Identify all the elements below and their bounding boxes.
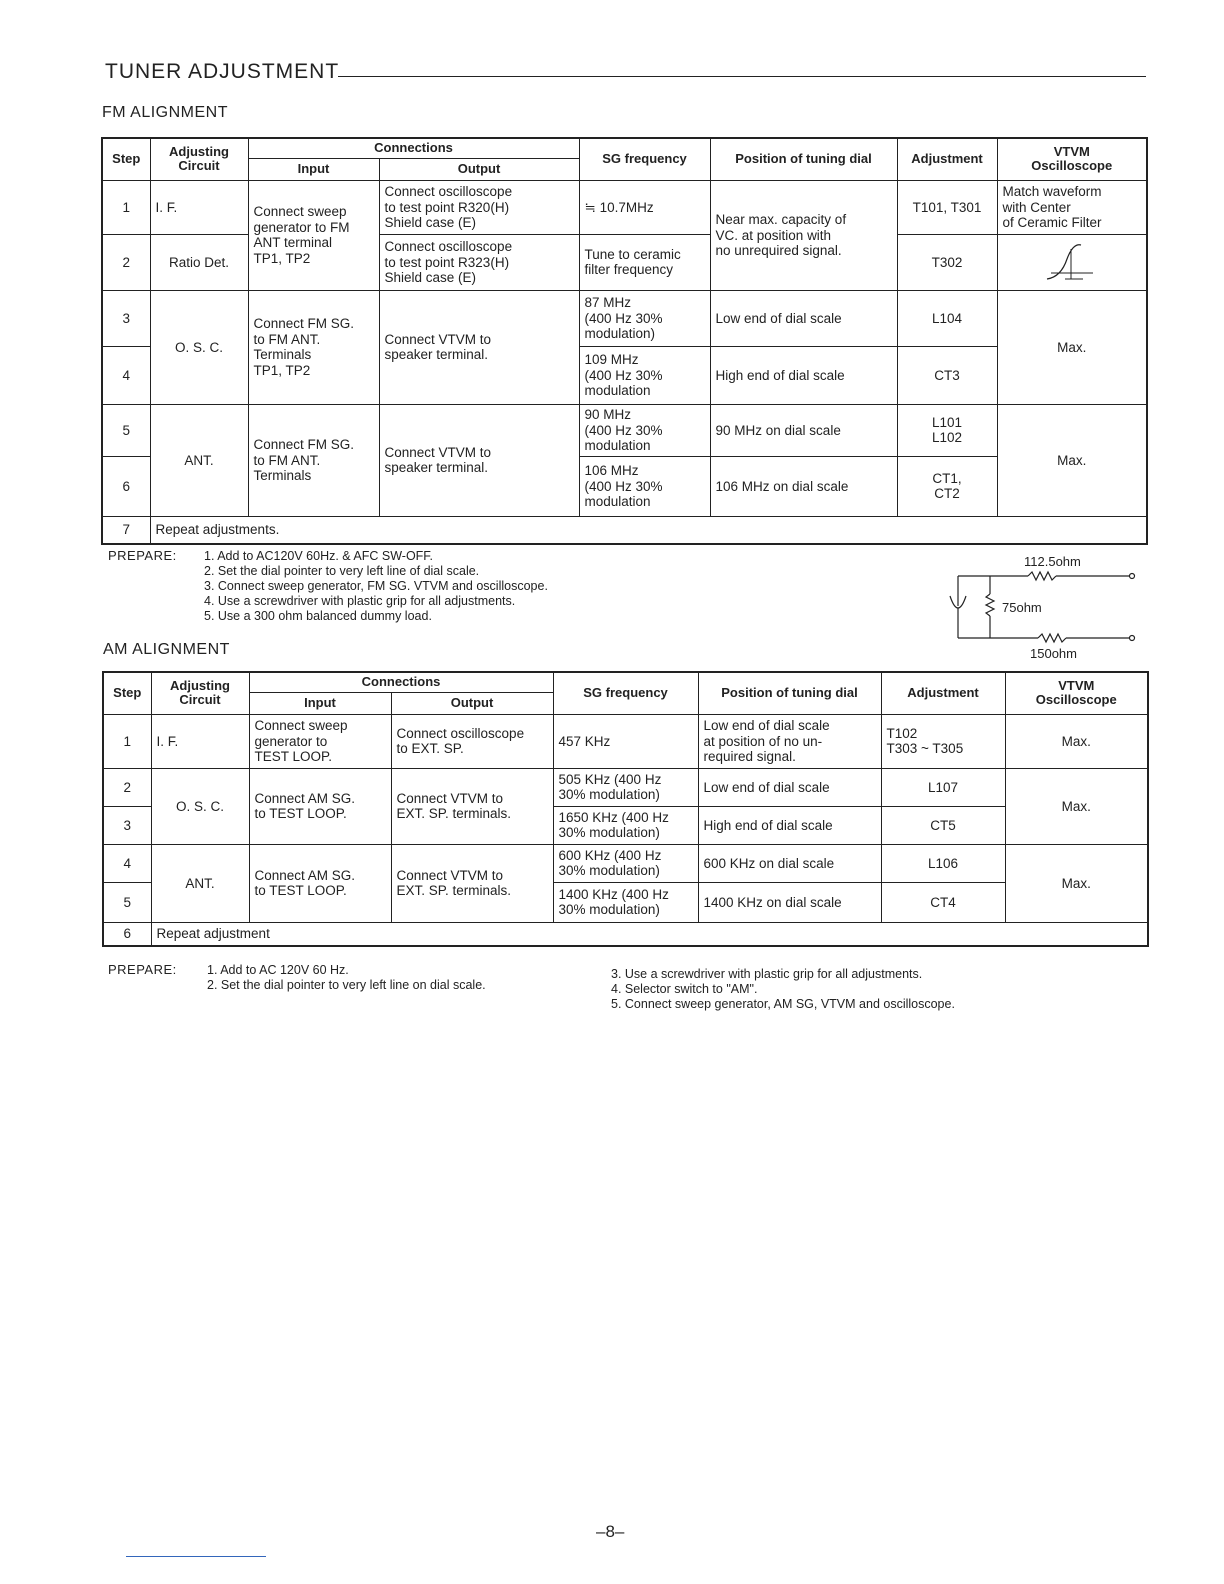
am-input: Connect sweep generator to TEST LOOP. (249, 714, 391, 768)
am-header-sg: SG frequency (553, 672, 698, 714)
am-alignment-table (102, 671, 1149, 947)
am-circuit: ANT. (151, 844, 249, 922)
fm-prepare-item: 1. Add to AC120V 60Hz. & AFC SW-OFF. (204, 549, 434, 563)
fm-step: 2 (102, 234, 150, 290)
fm-step: 7 (102, 516, 150, 544)
am-sg-frequency: 1650 KHz (400 Hz 30% modulation) (553, 806, 698, 844)
am-heading: AM ALIGNMENT (103, 641, 230, 658)
am-prepare-item: 5. Connect sweep generator, AM SG, VTVM and oscilloscope. (611, 997, 955, 1011)
fm-dial-position: 106 MHz on dial scale (710, 456, 897, 516)
fm-step: 3 (102, 290, 150, 346)
fm-step: 5 (102, 404, 150, 456)
fm-header-sg: SG frequency (579, 138, 710, 180)
am-circuit: I. F. (151, 714, 249, 768)
fm-output: Connect oscilloscope to test point R323(H) Shield case (E) (379, 234, 579, 290)
fm-header-output: Output (379, 158, 579, 180)
bottom-rule (126, 1556, 266, 1557)
am-adjustment: L106 (881, 844, 1005, 882)
am-circuit: O. S. C. (151, 768, 249, 844)
fm-prepare-label: PREPARE: (108, 548, 177, 563)
fm-repeat: Repeat adjustments. (150, 516, 1147, 544)
fm-dial-position: Low end of dial scale (710, 290, 897, 346)
am-header-position: Position of tuning dial (698, 672, 881, 714)
waveform-sketch (997, 234, 1147, 290)
fm-dial-position: Near max. capacity of VC. at position with no unrequired signal. (710, 180, 897, 290)
fm-vtvm: Max. (997, 290, 1147, 404)
fm-header-step: Step (102, 138, 150, 180)
am-prepare-right (611, 967, 955, 1012)
am-step: 5 (103, 882, 151, 922)
am-header-vtvm: VTVM Oscilloscope (1005, 672, 1148, 714)
fm-vtvm: Max. (997, 404, 1147, 516)
am-output: Connect VTVM to EXT. SP. terminals. (391, 768, 553, 844)
am-header-step: Step (103, 672, 151, 714)
am-header-adjustment: Adjustment (881, 672, 1005, 714)
am-header-input: Input (249, 692, 391, 714)
fm-output: Connect VTVM to speaker terminal. (379, 290, 579, 404)
fm-header-connections: Connections (248, 138, 579, 158)
fm-sg-frequency: 109 MHz (400 Hz 30% modulation (579, 346, 710, 404)
am-step: 2 (103, 768, 151, 806)
am-dial-position: Low end of dial scale (698, 768, 881, 806)
fm-adjustment: CT1, CT2 (897, 456, 997, 516)
fm-prepare-item: 4. Use a screwdriver with plastic grip for all adjustments. (204, 594, 516, 608)
fm-adjustment: L104 (897, 290, 997, 346)
am-step: 4 (103, 844, 151, 882)
fm-sg-frequency: ≒ 10.7MHz (579, 180, 710, 234)
fm-adjustment: CT3 (897, 346, 997, 404)
am-repeat: Repeat adjustment (151, 922, 1148, 946)
am-step: 1 (103, 714, 151, 768)
fm-alignment-table (101, 137, 1148, 545)
dummy-load-schematic (940, 552, 1140, 664)
am-prepare-item: 3. Use a screwdriver with plastic grip for all adjustments. (611, 967, 923, 981)
fm-adjustment: L101 L102 (897, 404, 997, 456)
resistor-75-label: 75ohm (1002, 600, 1042, 615)
am-step: 6 (103, 922, 151, 946)
am-adjustment: CT4 (881, 882, 1005, 922)
am-prepare-label: PREPARE: (108, 962, 177, 977)
fm-output: Connect oscilloscope to test point R320(H) Shield case (E) (379, 180, 579, 234)
am-step: 3 (103, 806, 151, 844)
fm-step: 4 (102, 346, 150, 404)
am-vtvm: Max. (1005, 714, 1148, 768)
am-dial-position: Low end of dial scale at position of no un- required signal. (698, 714, 881, 768)
am-header-connections: Connections (249, 672, 553, 692)
fm-dial-position: High end of dial scale (710, 346, 897, 404)
am-input: Connect AM SG. to TEST LOOP. (249, 844, 391, 922)
fm-step: 1 (102, 180, 150, 234)
fm-sg-frequency: 90 MHz (400 Hz 30% modulation (579, 404, 710, 456)
fm-prepare-list (204, 549, 548, 624)
fm-header-adjustment: Adjustment (897, 138, 997, 180)
fm-circuit: O. S. C. (150, 290, 248, 404)
am-sg-frequency: 600 KHz (400 Hz 30% modulation) (553, 844, 698, 882)
fm-dial-position: 90 MHz on dial scale (710, 404, 897, 456)
fm-heading: FM ALIGNMENT (102, 104, 229, 121)
am-adjustment: L107 (881, 768, 1005, 806)
title-rule (338, 76, 1146, 77)
am-prepare-item: 2. Set the dial pointer to very left line on dial scale. (207, 978, 486, 992)
am-sg-frequency: 457 KHz (553, 714, 698, 768)
fm-adjustment: T302 (897, 234, 997, 290)
fm-input: Connect FM SG. to FM ANT. Terminals TP1, TP2 (248, 290, 379, 404)
am-output: Connect VTVM to EXT. SP. terminals. (391, 844, 553, 922)
am-adjustment: T102 T303 ~ T305 (881, 714, 1005, 768)
fm-step: 6 (102, 456, 150, 516)
am-prepare-left (207, 963, 486, 993)
page-title: TUNER ADJUSTMENT (105, 60, 340, 83)
am-header-adjusting: Adjusting Circuit (151, 672, 249, 714)
am-output: Connect oscilloscope to EXT. SP. (391, 714, 553, 768)
fm-circuit: I. F. (150, 180, 248, 234)
fm-prepare-item: 5. Use a 300 ohm balanced dummy load. (204, 609, 432, 623)
fm-prepare-item: 3. Connect sweep generator, FM SG. VTVM and oscilloscope. (204, 579, 548, 593)
page-number: –8– (596, 1522, 625, 1541)
am-adjustment: CT5 (881, 806, 1005, 844)
fm-input: Connect sweep generator to FM ANT terminal TP1, TP2 (248, 180, 379, 290)
fm-sg-frequency: 106 MHz (400 Hz 30% modulation (579, 456, 710, 516)
am-dial-position: 1400 KHz on dial scale (698, 882, 881, 922)
am-prepare-item: 4. Selector switch to "AM". (611, 982, 758, 996)
fm-header-vtvm: VTVM Oscilloscope (997, 138, 1147, 180)
fm-sg-frequency: Tune to ceramic filter frequency (579, 234, 710, 290)
am-vtvm: Max. (1005, 768, 1148, 844)
waveform-icon (1037, 239, 1107, 283)
am-vtvm: Max. (1005, 844, 1148, 922)
fm-header-input: Input (248, 158, 379, 180)
fm-circuit: Ratio Det. (150, 234, 248, 290)
resistor-150-label: 150ohm (1030, 646, 1077, 661)
am-dial-position: High end of dial scale (698, 806, 881, 844)
fm-prepare-item: 2. Set the dial pointer to very left line of dial scale. (204, 564, 480, 578)
fm-adjustment: T101, T301 (897, 180, 997, 234)
fm-circuit: ANT. (150, 404, 248, 516)
fm-sg-frequency: 87 MHz (400 Hz 30% modulation) (579, 290, 710, 346)
resistor-112-label: 112.5ohm (1024, 554, 1081, 569)
am-prepare-item: 1. Add to AC 120V 60 Hz. (207, 963, 349, 977)
fm-vtvm: Match waveform with Center of Ceramic Filter (997, 180, 1147, 234)
am-dial-position: 600 KHz on dial scale (698, 844, 881, 882)
am-sg-frequency: 505 KHz (400 Hz 30% modulation) (553, 768, 698, 806)
fm-header-position: Position of tuning dial (710, 138, 897, 180)
am-input: Connect AM SG. to TEST LOOP. (249, 768, 391, 844)
fm-output: Connect VTVM to speaker terminal. (379, 404, 579, 516)
am-header-output: Output (391, 692, 553, 714)
fm-header-adjusting: Adjusting Circuit (150, 138, 248, 180)
am-sg-frequency: 1400 KHz (400 Hz 30% modulation) (553, 882, 698, 922)
fm-input: Connect FM SG. to FM ANT. Terminals (248, 404, 379, 516)
